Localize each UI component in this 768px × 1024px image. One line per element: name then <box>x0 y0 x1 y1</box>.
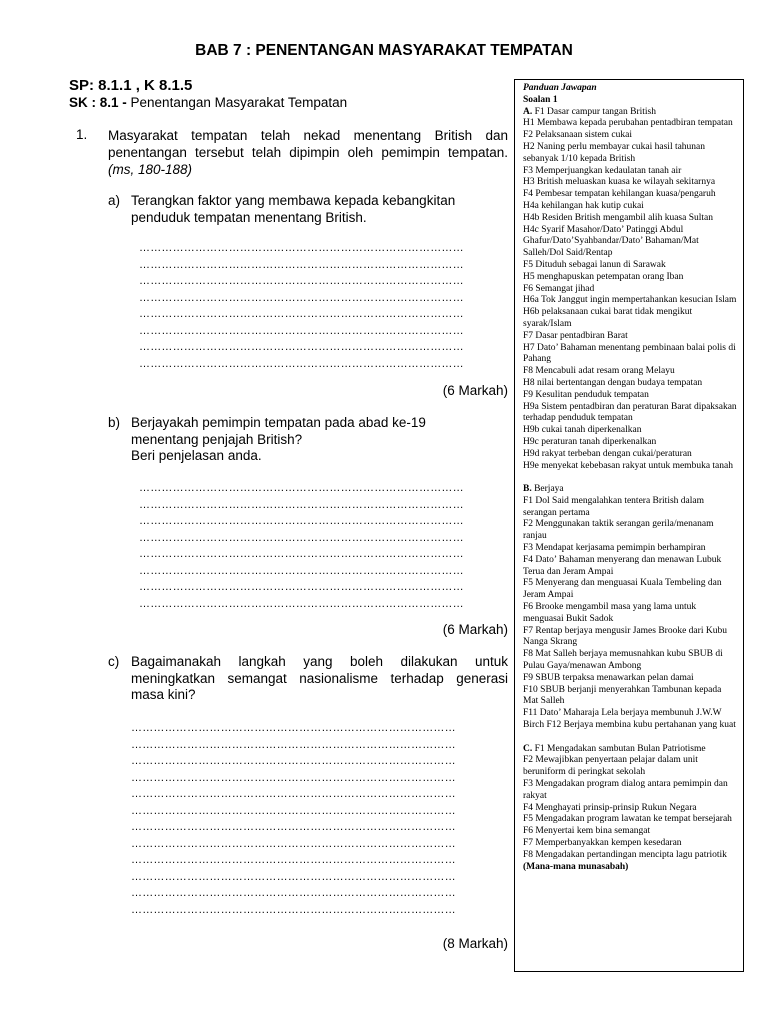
answer-line[interactable]: …………………………………………………………………………… <box>139 597 464 610</box>
answer-line[interactable]: …………………………………………………………………………… <box>131 722 456 734</box>
section-c-line: F1 Mengadakan sambutan Bulan Patriotisme <box>532 743 706 754</box>
section-a-line: H6a Tok Janggut ingin mempertahankan kesucian Islam <box>523 295 737 306</box>
answer-line[interactable]: …………………………………………………………………………… <box>139 324 464 337</box>
answer-line[interactable]: …………………………………………………………………………… <box>139 498 464 511</box>
section-c-line: F4 Menghayati prinsip-prinsip Rukun Negara <box>523 802 697 813</box>
sk-topic: Penentangan Masyarakat Tempatan <box>130 95 348 110</box>
soalan-label: Soalan 1 <box>523 94 558 105</box>
answer-line[interactable]: …………………………………………………………………………… <box>131 804 456 817</box>
section-b-line: F11 Dato’ Maharaja Lela berjaya membunuh J.W.W Birch F12 Berjaya membina kubu pertahanan yang kuat <box>523 708 736 731</box>
answer-line[interactable]: …………………………………………………………………………… <box>139 242 464 254</box>
section-b-line: F4 Dato’ Bahaman menyerang dan menawan Lubuk Terua dan Jeram Ampai <box>523 554 722 577</box>
answer-line[interactable]: …………………………………………………………………………… <box>139 308 464 320</box>
answer-line[interactable]: …………………………………………………………………………… <box>131 854 456 866</box>
answer-line[interactable]: …………………………………………………………………………… <box>131 788 456 800</box>
answer-guide-heading: Panduan Jawapan <box>523 83 597 93</box>
section-a-line: H7 Dato’ Bahaman menentang pembinaan balai polis di Pahang <box>523 342 736 365</box>
page-title: BAB 7 : PENENTANGAN MASYARAKAT TEMPATAN <box>195 42 573 59</box>
section-c-line: F5 Mengadakan program lawatan ke tempat bersejarah <box>523 814 732 825</box>
section-a-line: F3 Memperjuangkan kedaulatan tanah air <box>523 165 682 176</box>
part-c-marks: (8 Markah) <box>442 936 508 951</box>
section-c <box>523 744 737 756</box>
answer-line[interactable]: …………………………………………………………………………… <box>139 581 464 593</box>
section-a-line: H2 Naning perlu membayar cukai hasil tahunan sebanyak 1/10 kepada British <box>523 141 706 164</box>
spacer <box>523 732 737 744</box>
section-a-line: F2 Pelaksanaan sistem cukai <box>523 130 632 141</box>
page-reference: (ms, 180-188) <box>108 162 193 177</box>
section-a-line: F7 Dasar pentadbiran Barat <box>523 330 628 341</box>
section-b-line: F3 Mendapat kerjasama pemimpin berhampiran <box>523 543 706 554</box>
answer-line[interactable]: …………………………………………………………………………… <box>139 275 464 287</box>
section-c-line: F3 Mengadakan program dialog antara pemimpin dan rakyat <box>523 779 728 801</box>
part-a-text: Terangkan faktor yang membawa kepada kebangkitan penduduk tempatan menentang British. <box>131 193 456 225</box>
section-b-line: F9 SBUB terpaksa menawarkan pelan damai <box>523 672 694 683</box>
answer-line[interactable]: …………………………………………………………………………… <box>139 341 464 353</box>
answer-line[interactable]: …………………………………………………………………………… <box>131 887 456 899</box>
part-b-text <box>131 415 451 465</box>
section-a <box>523 107 737 119</box>
section-b-verdict: Berjaya <box>531 484 564 495</box>
closing-note: (Mana-mana munasabah) <box>523 861 629 872</box>
answer-line[interactable]: …………………………………………………………………………… <box>139 258 464 271</box>
section-c-line: F2 Mewajibkan penyertaan pelajar dalam unit beruniform di peringkat sekolah <box>523 755 698 778</box>
section-b-line: F2 Menggunakan taktik serangan gerila/menanam ranjau <box>523 519 714 542</box>
section-a-label: A. <box>523 106 533 117</box>
section-c-line: F6 Menyertai kem bina semangat <box>523 826 651 837</box>
part-a-marks: (6 Markah) <box>442 383 508 398</box>
answer-line[interactable]: …………………………………………………………………………… <box>131 837 456 850</box>
part-c-label: c) <box>108 654 120 669</box>
answer-line[interactable]: …………………………………………………………………………… <box>139 548 464 560</box>
section-a-line: H4a kehilangan hak kutip cukai <box>523 200 644 211</box>
answer-line[interactable]: …………………………………………………………………………… <box>131 771 456 784</box>
part-a-label: a) <box>108 193 121 208</box>
part-b-answer-lines[interactable] <box>139 480 508 612</box>
part-c-answer-lines[interactable] <box>131 720 501 918</box>
answer-line[interactable]: …………………………………………………………………………… <box>139 515 464 527</box>
section-a-line: H4b Residen British mengambil alih kuasa Sultan <box>523 212 713 223</box>
section-a-line: F6 Semangat jihad <box>523 283 595 294</box>
section-a-line: H1 Membawa kepada perubahan pentadbiran tempatan <box>523 118 733 129</box>
question-number: 1. <box>76 127 88 142</box>
part-b-marks: (6 Markah) <box>442 622 508 637</box>
section-b-line: F5 Menyerang dan menguasai Kuala Tembeling dan Jeram Ampai <box>523 578 722 601</box>
part-b-label: b) <box>108 415 121 430</box>
sk-line <box>69 95 347 110</box>
answer-line[interactable]: …………………………………………………………………………… <box>131 870 456 883</box>
section-b-line: F8 Mat Salleh berjaya memusnahkan kubu SBUB di Pulau Gaya/menawan Ambong <box>523 649 723 672</box>
section-a-line: H9c peraturan tanah diperkenalkan <box>523 436 657 447</box>
answer-line[interactable]: …………………………………………………………………………… <box>139 482 464 494</box>
section-a-line: H5 menghapuskan petempatan orang Iban <box>523 271 684 282</box>
sp-code: SP: 8.1.1 , K 8.1.5 <box>69 77 193 94</box>
section-a-line: F9 Kesulitan penduduk tempatan <box>523 389 649 400</box>
sk-code: SK : 8.1 - <box>69 95 127 110</box>
answer-line[interactable]: …………………………………………………………………………… <box>131 755 456 767</box>
part-a-answer-lines[interactable] <box>139 240 508 372</box>
section-a-line: H9e menyekat kebebasan rakyat untuk membuka tanah <box>523 460 733 471</box>
answer-line[interactable]: …………………………………………………………………………… <box>139 357 464 370</box>
section-a-line: H9b cukai tanah diperkenalkan <box>523 425 642 436</box>
answer-line[interactable]: …………………………………………………………………………… <box>131 903 456 916</box>
section-a-line: H8 nilai bertentangan dengan budaya tempatan <box>523 377 703 388</box>
section-a-line: F8 Mencabuli adat resam orang Melayu <box>523 366 675 377</box>
question-stem: Masyarakat tempatan telah nekad menentang British dan penentangan tersebut telah dipimpin oleh pemimpin tempatan. <box>108 128 508 160</box>
section-a-line: F5 Dituduh sebagai lanun di Sarawak <box>523 259 666 270</box>
section-a-line: H9d rakyat terbeban dengan cukai/peraturan <box>523 448 692 459</box>
part-b-question: Berjayakah pemimpin tempatan pada abad ke-19 menentang penjajah British? <box>131 415 426 447</box>
answer-line[interactable]: …………………………………………………………………………… <box>131 738 456 751</box>
section-a-line: H6b pelaksanaan cukai barat tidak mengikut syarak/Islam <box>523 307 693 329</box>
section-b-label: B. <box>523 484 532 495</box>
spacer <box>523 472 737 484</box>
section-c-line: F7 Memperbanyakkan kempen kesedaran <box>523 838 682 848</box>
section-a-line: H4c Syarif Masahor/Dato’ Patinggi Abdul Ghafur/Dato’Syahbandar/Dato’ Bahaman/Mat Salleh/Dol Said/Rentap <box>523 224 699 259</box>
section-a-line: H3 British meluaskan kuasa ke wilayah sekitarnya <box>523 177 716 188</box>
question-text <box>108 127 508 178</box>
section-b-line: F7 Rentap berjaya mengusir James Brooke dari Kubu Nanga Skrang <box>523 625 727 648</box>
section-a-line: H9a Sistem pentadbiran dan peraturan Barat dipaksakan terhadap penduduk tempatan <box>523 401 737 424</box>
section-b-line: F1 Dol Said mengalahkan tentera British dalam serangan pertama <box>523 495 704 518</box>
section-b-line: F10 SBUB berjanji menyerahkan Tambunan kepada Mat Salleh <box>523 684 722 707</box>
section-b-line: F6 Brooke mengambil masa yang lama untuk menguasai Bukit Sadok <box>523 602 697 624</box>
section-a-line: F4 Pembesar tempatan kehilangan kuasa/pengaruh <box>523 189 716 200</box>
section-b <box>523 484 737 496</box>
section-a-line: F1 Dasar campur tangan British <box>532 106 656 117</box>
answer-line[interactable]: …………………………………………………………………………… <box>139 291 464 304</box>
answer-line[interactable]: …………………………………………………………………………… <box>131 821 456 833</box>
answer-guide-box <box>514 79 744 972</box>
section-c-label: C. <box>523 743 533 754</box>
part-b-instruction: Beri penjelasan anda. <box>131 448 262 463</box>
part-c-text: Bagaimanakah langkah yang boleh dilakukan untuk meningkatkan semangat nasionalisme terhadap generasi masa kini? <box>131 654 508 702</box>
section-c-line: F8 Mengadakan pertandingan mencipta lagu patriotik <box>523 849 727 860</box>
answer-line[interactable]: …………………………………………………………………………… <box>139 531 464 544</box>
answer-line[interactable]: …………………………………………………………………………… <box>139 564 464 577</box>
